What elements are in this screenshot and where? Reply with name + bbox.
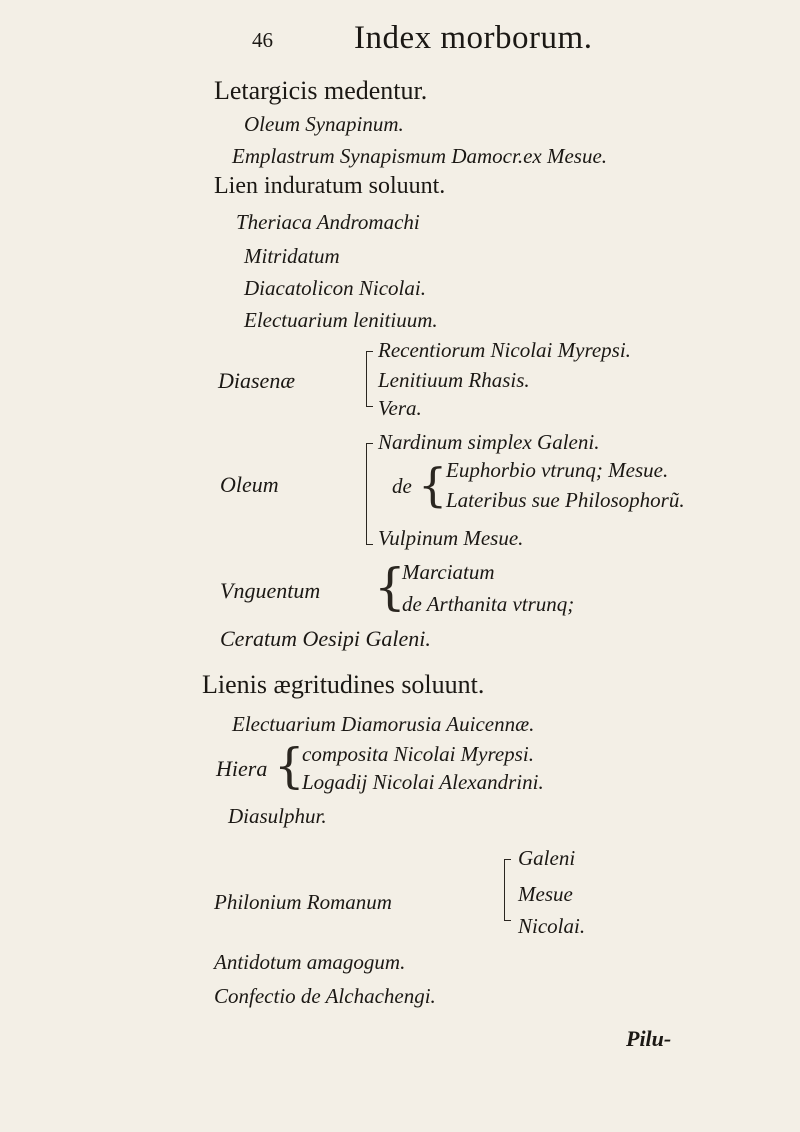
entry-line: Diasulphur.	[228, 804, 327, 828]
group-label-hiera: Hiera	[216, 756, 268, 781]
entry-line: Ceratum Oesipi Galeni.	[220, 626, 431, 651]
group-item: Vulpinum Mesue.	[378, 526, 524, 550]
group-item: composita Nicolai Myrepsi.	[302, 742, 534, 766]
brace	[366, 443, 373, 545]
page-title: Index morborum.	[354, 20, 593, 56]
group-item: de Arthanita vtrunq;	[402, 592, 575, 616]
entry-line: Confectio de Alchachengi.	[214, 984, 436, 1008]
entry-line: Electuarium lenitiuum.	[244, 308, 438, 332]
section-heading: Letargicis medentur.	[214, 76, 428, 105]
section-heading: Lienis ægritudines soluunt.	[202, 670, 485, 699]
group-item: de	[392, 474, 412, 498]
brace	[504, 859, 511, 921]
catchword: Pilu-	[626, 1026, 672, 1051]
brace	[366, 351, 373, 407]
group-item: Lateribus sue Philosophorũ.	[446, 488, 685, 512]
entry-line: Antidotum amagogum.	[214, 950, 406, 974]
group-item: Logadij Nicolai Alexandrini.	[302, 770, 544, 794]
brace: {	[374, 558, 406, 616]
brace: {	[274, 738, 305, 794]
group-label-diasena: Diasenæ	[218, 368, 295, 393]
group-item: Euphorbio vtrunq; Mesue.	[446, 458, 669, 482]
entry-line: Mitridatum	[244, 244, 340, 268]
entry-line: Emplastrum Synapismum Damocr.ex Mesue.	[232, 144, 608, 168]
group-item: Galeni	[518, 846, 576, 870]
page-number: 46	[252, 28, 273, 52]
entry-line: Electuarium Diamorusia Auicennæ.	[232, 712, 535, 736]
group-label-oleum: Oleum	[220, 472, 279, 497]
group-label-unguentum: Vnguentum	[220, 578, 321, 603]
group-item: Vera.	[378, 396, 422, 420]
group-item: Lenitiuum Rhasis.	[378, 368, 530, 392]
section-heading: Lien induratum soluunt.	[214, 173, 446, 199]
brace: {	[418, 458, 448, 512]
group-item: Nardinum simplex Galeni.	[378, 430, 600, 454]
group-item: Mesue	[518, 882, 573, 906]
group-item: Nicolai.	[518, 914, 586, 938]
entry-line: Oleum Synapinum.	[244, 112, 404, 136]
entry-line: Theriaca Andromachi	[236, 210, 420, 234]
group-label-philonium: Philonium Romanum	[214, 890, 392, 914]
group-item: Marciatum	[402, 560, 495, 584]
entry-line: Diacatolicon Nicolai.	[244, 276, 426, 300]
group-item: Recentiorum Nicolai Myrepsi.	[378, 338, 631, 362]
